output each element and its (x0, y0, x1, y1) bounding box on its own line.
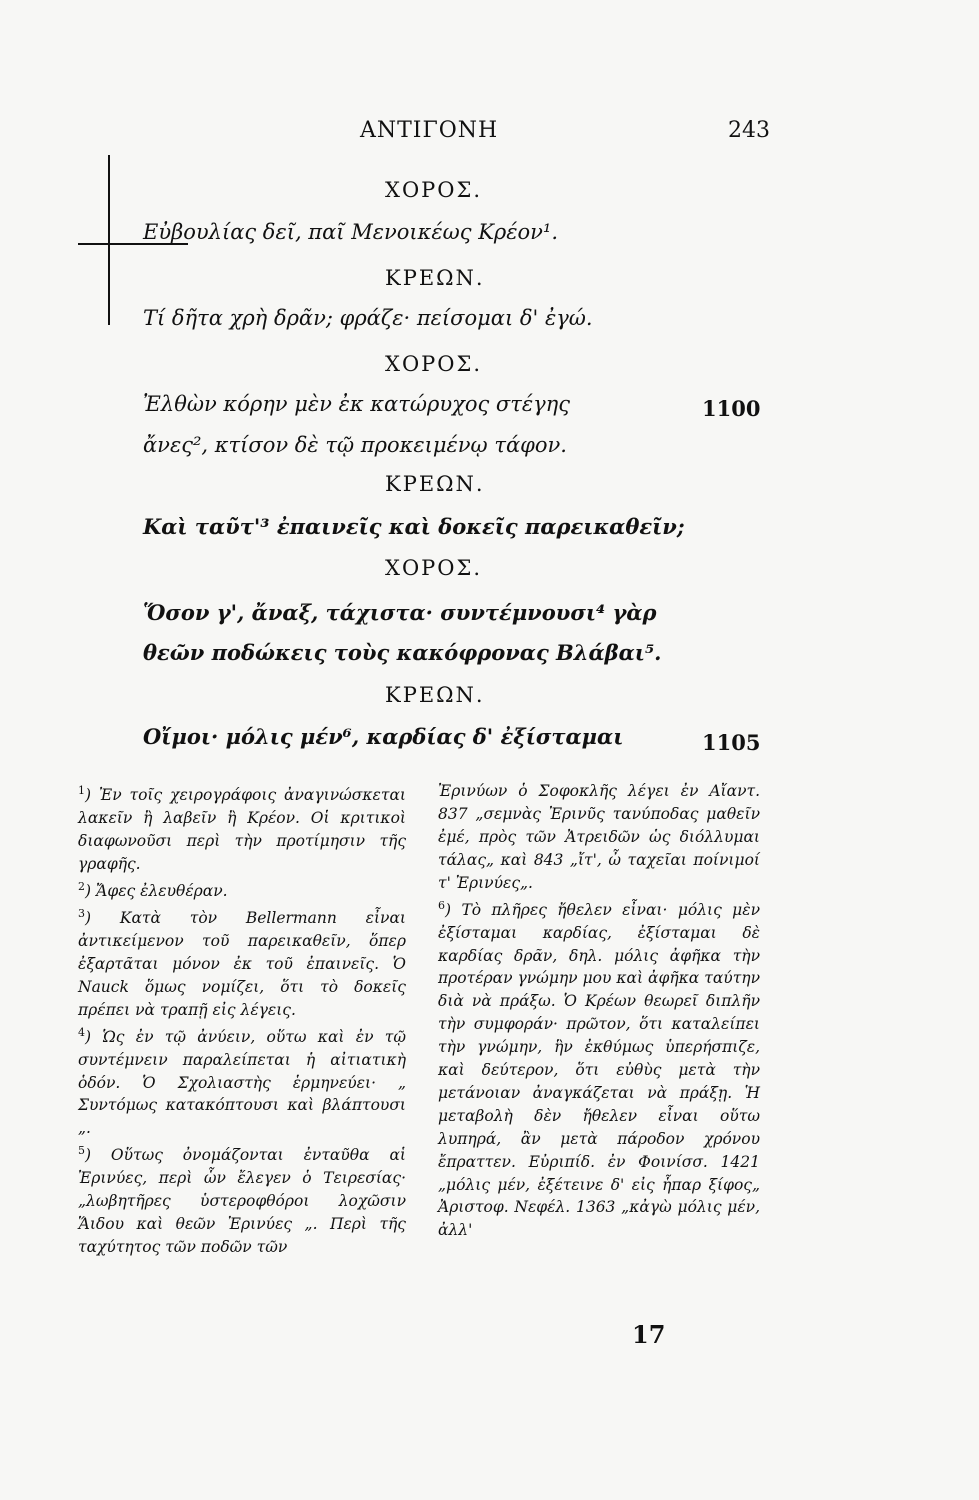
line-number: 1100 (702, 396, 761, 421)
verse-line: Εὐβουλίας δεῖ, παῖ Μενοικέως Κρέον¹. (143, 220, 559, 244)
footnotes-right-column (438, 780, 760, 1242)
speaker-label: ΚΡΕΩΝ. (385, 266, 485, 290)
page-header (0, 118, 979, 148)
running-title: ΑΝΤΙΓΟΝΗ (360, 118, 499, 143)
verse-line: Οἴμοι· μόλις μέν⁶, καρδίας δ' ἐξίσταμαι (143, 724, 624, 749)
verse-line: θεῶν ποδώκεις τοὺς κακόφρονας Βλάβαι⁵. (143, 640, 662, 665)
verse-line: ἄνες², κτίσον δὲ τῷ προκειμένῳ τάφον. (143, 433, 567, 457)
footnote: $^4$) Ὡς ἐν τῷ ἀνύειν, οὕτω καὶ ἐν τῷ συντέμνειν παραλείπεται ἡ αἰτιατικὴ ὁδόν. Ὁ Σχολιαστὴς ἑρμηνεύει· „ Συντόμως κατακόπτουσι καὶ βλάπτουσι „. (78, 1025, 406, 1138)
speaker-label: ΧΟΡΟΣ. (385, 556, 483, 580)
footnote: $^2$) Ἄφες ἐλευθέραν. (78, 879, 228, 900)
footnote: $^5$) Οὕτως ὀνομάζονται ἐνταῦθα αἱ Ἐρινύες, περὶ ὧν ἔλεγεν ὁ Τειρεσίας· „λωβητῆρες ὑστεροφθόροι λοχῶσιν Ἅιδου καὶ θεῶν Ἐρινύες „. Περὶ τῆς ταχύτητος τῶν ποδῶν τῶν (78, 1144, 406, 1256)
verse-line: Καὶ ταῦτ'³ ἐπαινεῖς καὶ δοκεῖς παρεικαθεῖν; (143, 514, 685, 539)
speaker-label: ΚΡΕΩΝ. (385, 472, 485, 496)
footnote-continuation: Ἐρινύων ὁ Σοφοκλῆς λέγει ἐν Αἴαντ. 837 „σεμνὰς Ἐρινῦς τανύποδας μαθεῖν ἐμέ, πρὸς τῶν Ἀτρειδῶν ὡς διόλλυμαι τάλας„ καὶ 843 „ἴτ', ὦ ταχεῖαι ποίνιμοί τ' Ἐρινύες„. (438, 782, 760, 892)
speaker-label: ΧΟΡΟΣ. (385, 178, 483, 202)
footnote: $^1$) Ἐν τοῖς χειρογράφοις ἀναγινώσκεται λακεῖν ἢ λαβεῖν ἢ Κρέον. Οἱ κριτικοὶ διαφωνοῦσι περὶ τὴν προτίμησιν τῆς γραφῆς. (78, 784, 406, 873)
verse-line: Ἐλθὼν κόρην μὲν ἐκ κατώρυχος στέγης (143, 392, 571, 416)
speaker-label: ΧΟΡΟΣ. (385, 352, 483, 376)
printer-signature: 17 (632, 1320, 666, 1349)
footnote: $^3$) Κατὰ τὸν Bellermann εἶναι ἀντικείμενον τοῦ παρεικαθεῖν, ὅπερ ἐξαρτᾶται μόνον ἐκ τοῦ ἐπαινεῖς. Ὁ Nauck ὅμως νομίζει, ὅτι τὸ δοκεῖς πρέπει νὰ τραπῇ εἰς λέγεις. (78, 906, 406, 1019)
verse-line: Τί δῆτα χρὴ δρᾶν; φράζε· πείσομαι δ' ἐγώ. (143, 306, 593, 330)
speaker-label: ΚΡΕΩΝ. (385, 683, 485, 707)
line-number: 1105 (702, 730, 761, 755)
footnotes-left-column (78, 780, 406, 1259)
footnote: $^6$) Τὸ πλῆρες ἤθελεν εἶναι· μόλις μὲν ἐξίσταμαι καρδίας, ἐξίσταμαι δὲ καρδίας δρᾶν, δηλ. μόλις ἀφῆκα τὴν προτέραν γνώμην μου καὶ ἀφῆκα ταύτην διὰ νὰ πράξω. Ὁ Κρέων θεωρεῖ διπλῆν τὴν συμφοράν· πρῶτον, ὅτι καταλείπει τὴν γνώμην, ἣν ἐκθύμως ὑπερήσπιζε, καὶ δεύτερον, ὅτι εὐθὺς μετὰ τὴν μετάνοιαν ἀναγκάζεται νὰ πράξῃ. Ἡ μεταβολὴ δὲν ἤθελεν εἶναι οὕτω λυπηρά, ἂν μετὰ πάροδον χρόνου ἔπραττεν. Εὐριπίδ. ἐν Φοινίσσ. 1421 „μόλις μέν, ἐξέτεινε δ' εἰς ἧπαρ ξίφος„ Ἀριστοφ. Νεφέλ. 1363 „κἀγὼ μόλις μέν, ἀλλ' (438, 898, 760, 1240)
page-number: 243 (728, 118, 770, 143)
margin-mark-vertical (108, 155, 110, 325)
verse-line: Ὅσον γ', ἄναξ, τάχιστα· συντέμνουσι⁴ γὰρ (143, 600, 657, 625)
